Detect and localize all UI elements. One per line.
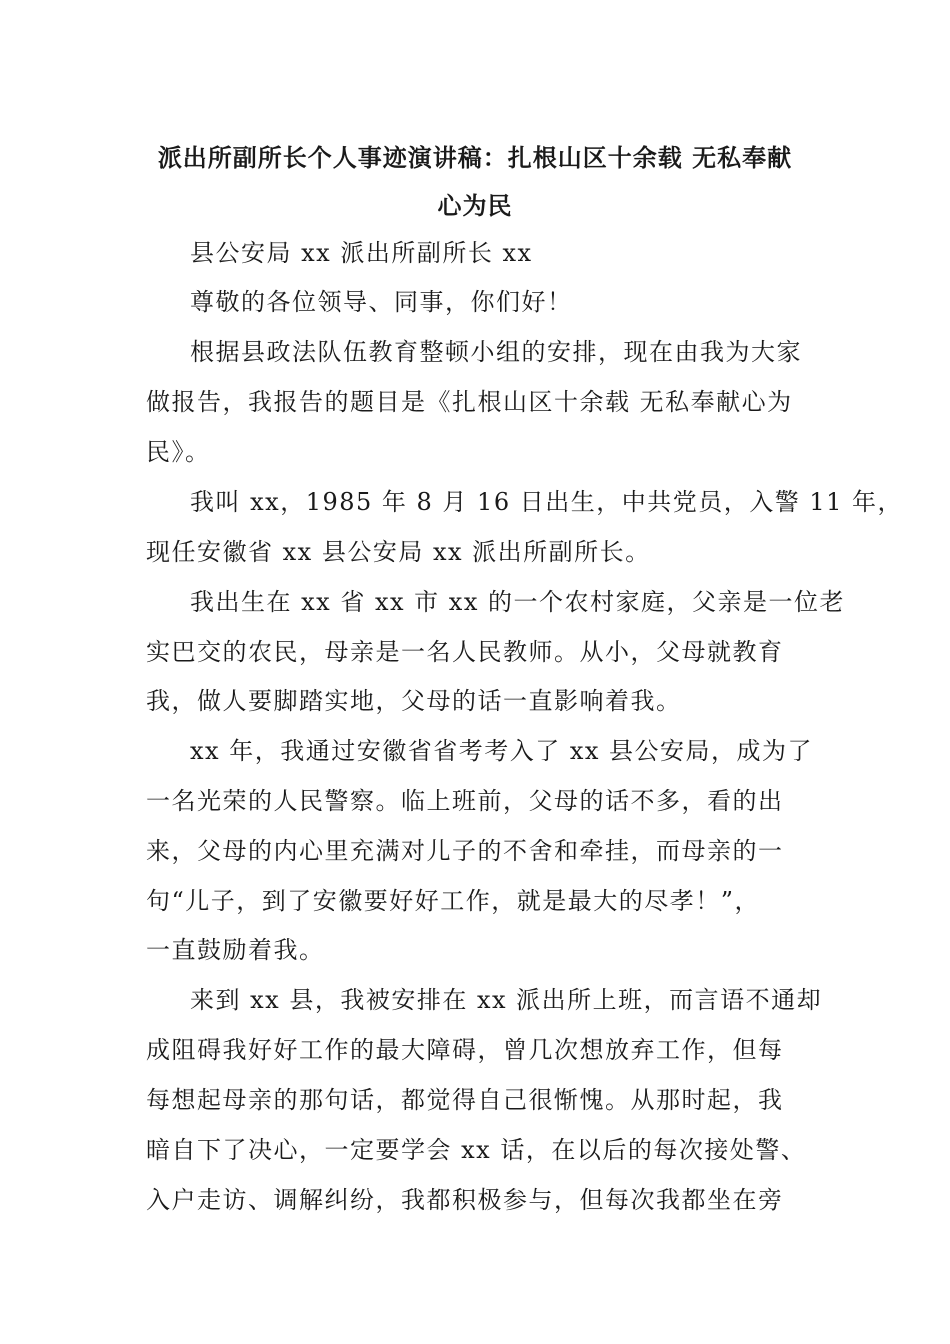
- paragraph-line: 做报告，我报告的题目是《扎根山区十余载 无私奉献心为: [146, 388, 793, 416]
- paragraph-line: 来到 xx 县，我被安排在 xx 派出所上班，而言语不通却: [190, 986, 823, 1014]
- paragraph-line: 根据县政法队伍教育整顿小组的安排，现在由我为大家: [190, 338, 802, 366]
- paragraph-line: 我出生在 xx 省 xx 市 xx 的一个农村家庭，父亲是一位老: [190, 588, 845, 616]
- paragraph-line: 句“儿子，到了安徽要好好工作，就是最大的尽孝！”，: [146, 887, 761, 915]
- paragraph-line: 暗自下了决心，一定要学会 xx 话，在以后的每次接处警、: [146, 1136, 807, 1164]
- paragraph-line: 实巴交的农民，母亲是一名人民教师。从小，父母就教育: [146, 638, 784, 666]
- paragraph-line: 民》。: [146, 438, 211, 466]
- paragraph-line: 一名光荣的人民警察。临上班前，父母的话不多，看的出: [146, 787, 784, 815]
- paragraph-line: xx 年，我通过安徽省省考考入了 xx 县公安局，成为了: [190, 737, 814, 765]
- paragraph-line: 入户走访、调解纠纷，我都积极参与，但每次我都坐在旁: [146, 1186, 784, 1214]
- greeting-line: 尊敬的各位领导、同事，你们好！: [190, 288, 573, 316]
- document-title-line-2: 心为民: [437, 191, 513, 220]
- paragraph-line: 每想起母亲的那句话，都觉得自己很惭愧。从那时起，我: [146, 1086, 784, 1114]
- author-line: 县公安局 xx 派出所副所长 xx: [190, 239, 533, 267]
- paragraph-line: 一直鼓励着我。: [146, 936, 325, 964]
- paragraph-line: 来，父母的内心里充满对儿子的不舍和牵挂，而母亲的一: [146, 837, 784, 865]
- document-title-line-1: 派出所副所长个人事迹演讲稿：扎根山区十余载 无私奉献: [157, 143, 793, 172]
- paragraph-line: 成阻碍我好好工作的最大障碍，曾几次想放弃工作，但每: [146, 1036, 784, 1064]
- paragraph-line: 我，做人要脚踏实地，父母的话一直影响着我。: [146, 687, 682, 715]
- paragraph-line: 我叫 xx，1985 年 8 月 16 日出生，中共党员，入警 11 年，: [190, 488, 904, 516]
- paragraph-line: 现任安徽省 xx 县公安局 xx 派出所副所长。: [146, 538, 651, 566]
